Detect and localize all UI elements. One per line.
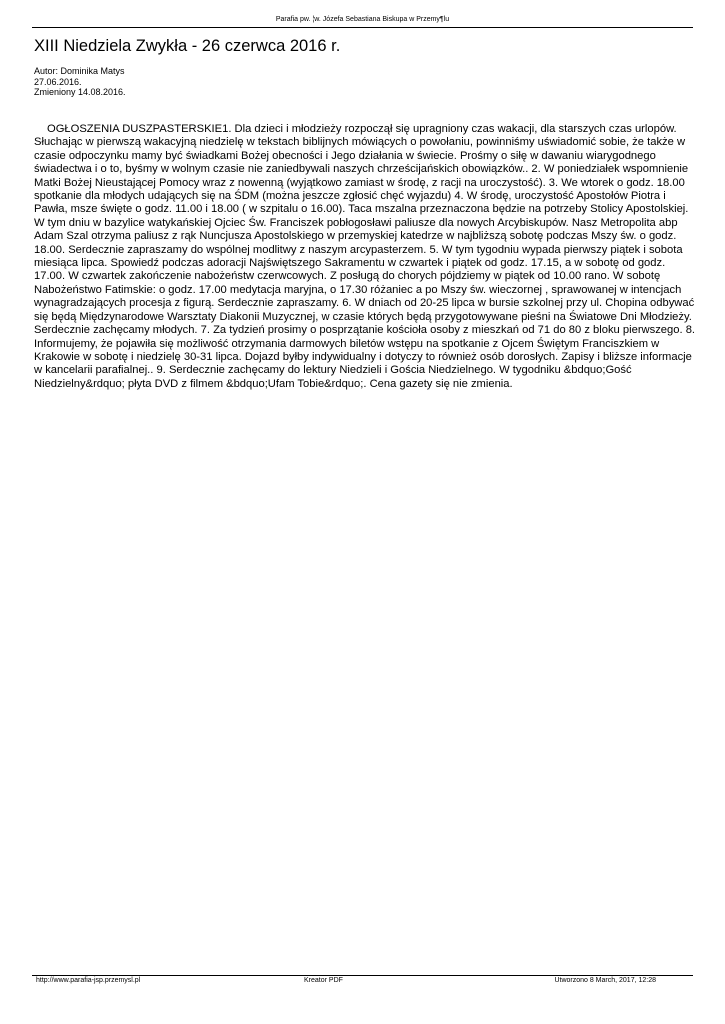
footer-site-url: http://www.parafia-jsp.przemysl.pl xyxy=(36,977,141,984)
footer-creator: Kreator PDF xyxy=(304,977,343,984)
article-date: 27.06.2016. xyxy=(34,76,82,87)
article-meta xyxy=(34,66,334,98)
page-footer xyxy=(36,977,656,987)
site-header-title: Parafia pw. ¦w. Józefa Sebastiana Biskupa w Przemy¶lu xyxy=(275,16,450,23)
header-divider xyxy=(32,27,693,28)
footer-divider xyxy=(32,975,693,976)
article-modified-date: Zmieniony 14.08.2016. xyxy=(34,87,126,98)
article-body: OGŁOSZENIA DUSZPASTERSKIE1. Dla dzieci i młodzieży rozpoczął się upragniony czas wakacji, dla starszych czas urlopów. Słuchając w pierwszą wakacyjną niedzielę w tekstach biblijnych mówiących o powołaniu, powinniśmy uświadomić sobie, że także w czasie odpoczynku mamy być świadkami Bożej obecności i Jego działania w świecie. Prośmy o siłę w dawaniu wiarygodnego świadectwa i o to, byśmy w wolnym czasie nie zaniedbywali naszych chrześcijańskich obowiązków.. 2. W poniedziałek wspomnienie Matki Bożej Nieustającej Pomocy wraz z nowenną (wyjątkowo zamiast w środę, z racji na uroczystość). 3. We wtorek o godz. 18.00 spotkanie dla młodych udających się na ŚDM (można jeszcze zgłosić chęć wyjazdu) 4. W środę, uroczystość Apostołów Piotra i Pawła, msze święte o godz. 11.00 i 18.00 ( w szpitalu o 16.00). Taca mszalna przeznaczona będzie na potrzeby Stolicy Apostolskiej. W tym dniu w bazylice watykańskiej Ojciec Św. Franciszek pobłogosławi paliusze dla nowych Arcybiskupów. Nasz Metropolita abp Adam Szal otrzyma paliusz z rąk Nuncjusza Apostolskiego w przemyskiej katedrze w najbliższą sobotę podczas Mszy św. o godz. 18.00. Serdecznie zapraszamy do wspólnej modlitwy z naszym arcypasterzem. 5. W tym tygodniu wypada pierwszy piątek i sobota miesiąca lipca. Spowiedź podczas adoracji Najświętszego Sakramentu w czwartek i piątek od godz. 17.15, a w sobotę od godz. 17.00. W czwartek zakończenie nabożeństw czerwcowych. Z posługą do chorych pójdziemy w piątek od 10.00 rano. W sobotę Nabożeństwo Fatimskie: o godz. 17.00 medytacja maryjna, o 17.30 różaniec a po Mszy św. wieczornej , sprawowanej w intencjach wynagradzających procesja z figurą. Serdecznie zapraszamy. 6. W dniach od 20-25 lipca w bursie szkolnej przy ul. Chopina odbywać się będą Międzynarodowe Warsztaty Diakonii Muzycznej, w czasie których będą przygotowywane pieśni na Światowe Dni Młodzieży. Serdecznie zachęcamy młodych. 7. Za tydzień prosimy o posprzątanie kościoła osoby z mieszkań od 71 do 80 z bloku pierwszego. 8. Informujemy, że pojawiła się możliwość otrzymania darmowych biletów wstępu na spotkanie z Ojcem Świętym Franciszkiem w Krakowie w sobotę i niedzielę 30-31 lipca. Dojazd byłby indywidualny i dotyczy to również osób dorosłych. Zapisy i bliższe informacje w kancelarii parafialnej.. 9. Serdecznie zachęcamy do lektury Niedzieli i Gościa Niedzielnego. W tygodniku &bdquo;Gość Niedzielny&rdquo; płyta DVD z filmem &bdquo;Ufam Tobie&rdquo;. Cena gazety się nie zmienia. xyxy=(34,123,696,390)
article-author: Autor: Dominika Matys xyxy=(34,66,125,76)
article-title: XIII Niedziela Zwykła - 26 czerwca 2016 r. xyxy=(34,37,341,55)
footer-generated-date: Utworzono 8 March, 2017, 12:28 xyxy=(554,977,656,984)
